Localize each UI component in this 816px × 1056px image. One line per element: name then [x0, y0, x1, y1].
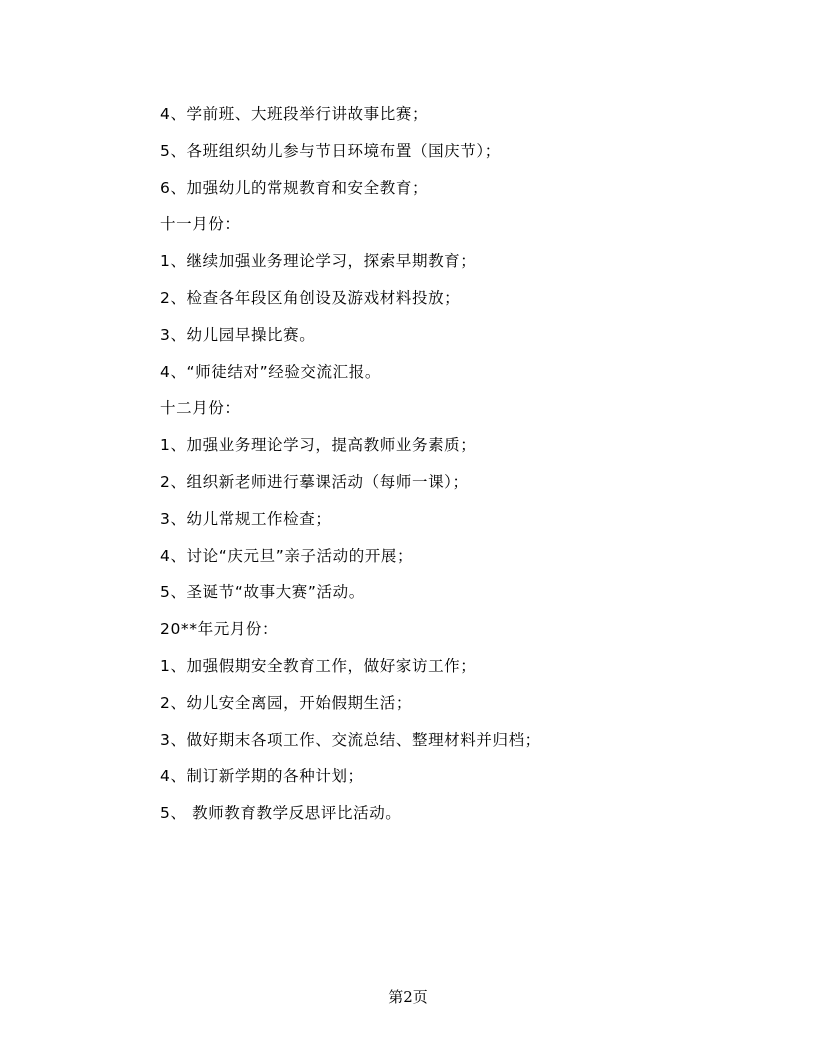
document-body	[160, 96, 720, 832]
list-item: 1、加强假期安全教育工作，做好家访工作；	[160, 656, 477, 675]
list-item: 3、做好期末各项工作、交流总结、整理材料并归档；	[160, 730, 541, 749]
page-number: 第2页	[388, 988, 428, 1006]
list-item: 5、 教师教育教学反思评比活动。	[160, 804, 402, 823]
list-item: 1、继续加强业务理论学习，探索早期教育；	[160, 252, 477, 271]
section-heading-december: 十二月份：	[160, 399, 241, 418]
list-item: 2、检查各年段区角创设及游戏材料投放；	[160, 288, 461, 307]
list-item: 1、加强业务理论学习，提高教师业务素质；	[160, 436, 477, 455]
list-item: 5、圣诞节“故事大赛”活动。	[160, 583, 365, 602]
list-item: 4、制订新学期的各种计划；	[160, 767, 364, 786]
list-item: 3、幼儿常规工作检查；	[160, 509, 332, 528]
list-item: 4、“师徒结对”经验交流汇报。	[160, 362, 381, 381]
list-item: 6、加强幼儿的常规教育和安全教育；	[160, 178, 429, 197]
list-item: 2、组织新老师进行摹课活动（每师一课）；	[160, 472, 469, 491]
list-item: 4、学前班、大班段举行讲故事比赛；	[160, 105, 429, 123]
list-item: 4、讨论“庆元旦”亲子活动的开展；	[160, 546, 414, 565]
section-heading-january: 20**年元月份：	[160, 620, 279, 639]
list-item: 3、幼儿园早操比赛。	[160, 325, 316, 344]
list-item: 2、幼儿安全离园，开始假期生活；	[160, 693, 412, 712]
list-item: 5、各班组织幼儿参与节日环境布置（国庆节）；	[160, 141, 501, 160]
section-heading-november: 十一月份：	[160, 215, 241, 234]
